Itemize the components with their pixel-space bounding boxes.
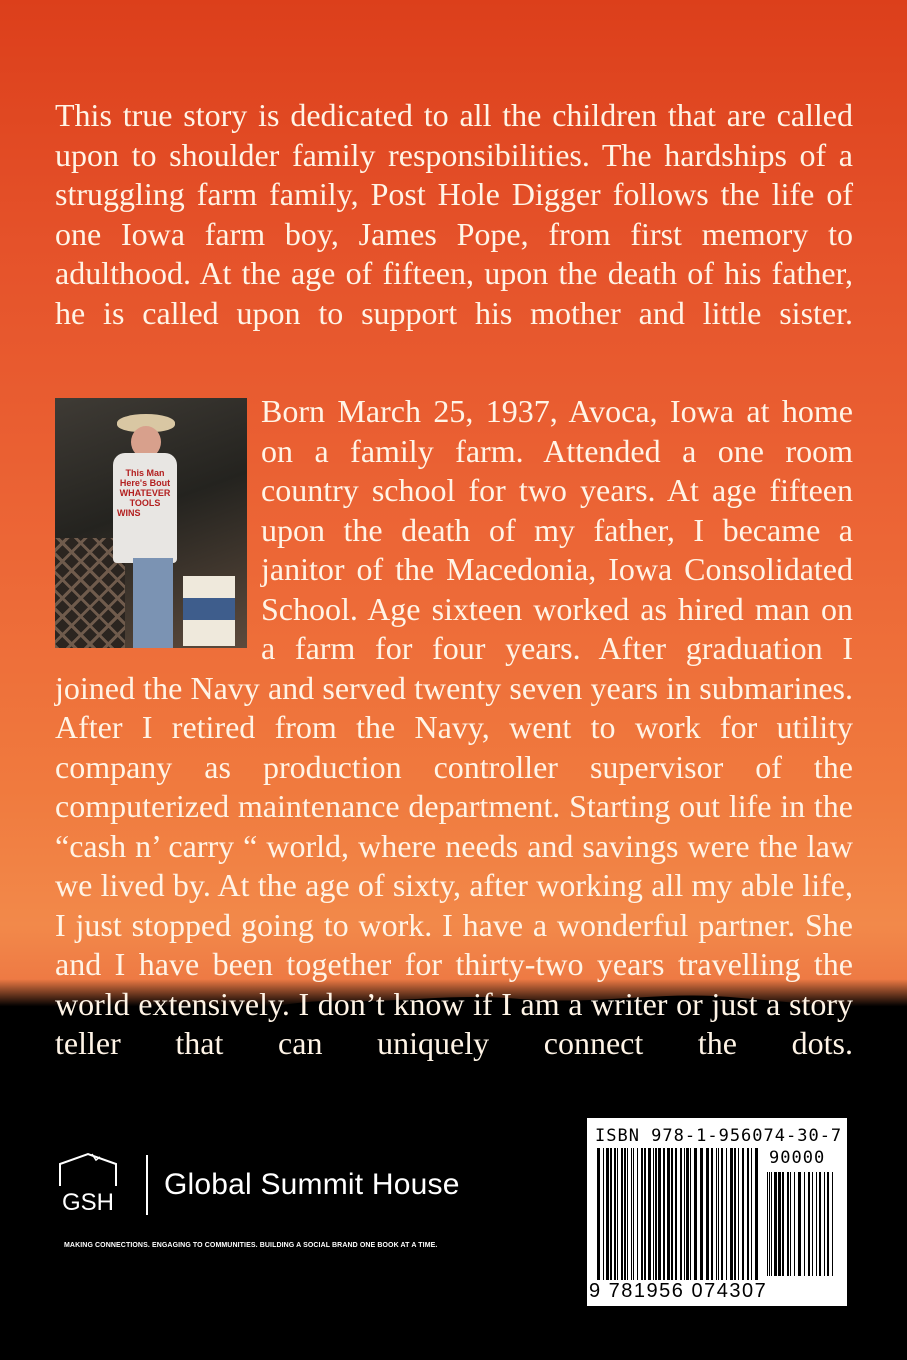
barcode-bar bbox=[771, 1172, 772, 1276]
publisher-logo bbox=[52, 1150, 460, 1220]
shirt-slogan: This Man Here's Bout WHATEVER TOOLS WINS bbox=[117, 468, 171, 518]
barcode-bar bbox=[742, 1148, 744, 1280]
barcode-bar bbox=[794, 1172, 795, 1276]
barcode-bar bbox=[667, 1148, 670, 1280]
barcode-bar bbox=[730, 1148, 733, 1280]
barcode-bar bbox=[774, 1172, 777, 1276]
book-blurb: This true story is dedicated to all the children that are called upon to shoulder family responsibilities. The hardships of a struggling farm family, Post Hole Digger follows the life of one Iowa farm boy, James Pope, from first memory to adulthood. At the age of fifteen, upon the death of his father, he is called upon to support his mother and little sister. bbox=[55, 97, 853, 331]
barcode-bar bbox=[653, 1148, 654, 1280]
barcode-bar bbox=[637, 1148, 638, 1280]
barcode-bar bbox=[747, 1148, 749, 1280]
barcode-bar bbox=[641, 1148, 643, 1280]
barcode-bar bbox=[675, 1148, 677, 1280]
ean-digits: 9 781956 074307 bbox=[589, 1280, 768, 1302]
barcode-bar bbox=[734, 1148, 736, 1280]
barcode-bar bbox=[603, 1148, 604, 1280]
barcode-bar bbox=[816, 1172, 817, 1276]
publisher-name: Global Summit House bbox=[164, 1168, 460, 1201]
barcode-bar bbox=[648, 1148, 651, 1280]
logo-initials: GSH bbox=[61, 1189, 115, 1216]
barcode-bar bbox=[624, 1148, 626, 1280]
barcode-bar bbox=[808, 1172, 810, 1276]
barcode-bar bbox=[694, 1148, 697, 1280]
publisher-tagline: MAKING CONNECTIONS. ENGAGING TO COMMUNITIES. BUILDING A SOCIAL BRAND ONE BOOK AT A TIME. bbox=[64, 1242, 438, 1249]
author-photo bbox=[55, 398, 247, 648]
author-bio-text: Born March 25, 1937, Avoca, Iowa at home on a family farm. Attended a one room country school for two years. At age fifteen upon the death of my father, I became a janitor of the Macedonia, Iowa Consolidated School. Age sixteen worked as hired man on a farm for four years. After graduation I joined the Navy and served twenty seven years in submarines. After I retired from the Navy, went to work for utility company as production controller supervisor of the computerized maintenance department. Starting out life in the “cash n’ carry “ world, where needs and savings were the law we lived by. At the age of sixty, after working all my able life, I just stopped going to work. I have a wonderful partner. She and I have been together for thirty-two years travelling the world extensively. I don’t know if I am a writer or just a story teller that can uniquely connect the dots. bbox=[55, 393, 853, 1061]
author-jeans bbox=[133, 558, 173, 648]
barcode-bar bbox=[812, 1172, 813, 1276]
barcode-bar bbox=[663, 1148, 665, 1280]
barcode-bar bbox=[804, 1172, 805, 1276]
barcode-bar bbox=[686, 1148, 689, 1280]
barcode-bar bbox=[684, 1148, 685, 1280]
manure-bag-label bbox=[183, 598, 235, 620]
barcode-bar bbox=[614, 1148, 616, 1280]
barcode-bar bbox=[606, 1148, 609, 1280]
barcode-bar bbox=[718, 1148, 719, 1280]
barcode-bar bbox=[827, 1172, 829, 1276]
barcode-bar bbox=[787, 1172, 789, 1276]
barcode-bar bbox=[680, 1148, 682, 1280]
barcode-bar bbox=[778, 1172, 781, 1276]
barcode-bar bbox=[790, 1172, 791, 1276]
barcode-bar bbox=[633, 1148, 634, 1280]
barcode-bar bbox=[690, 1148, 691, 1280]
logo-divider bbox=[146, 1155, 148, 1215]
barcode-bar bbox=[716, 1148, 717, 1280]
barcode-bar bbox=[711, 1148, 713, 1280]
barcode-bar bbox=[610, 1148, 612, 1280]
price-code: 90000 bbox=[769, 1148, 826, 1168]
isbn-barcode bbox=[587, 1118, 847, 1306]
addon-bars bbox=[767, 1172, 839, 1276]
barcode-bar bbox=[798, 1172, 801, 1276]
isbn-label: ISBN 978-1-956074-30-7 bbox=[595, 1126, 843, 1146]
barcode-bar bbox=[644, 1148, 646, 1280]
barcode-bar bbox=[782, 1172, 784, 1276]
barcode-bar bbox=[767, 1172, 768, 1276]
barcode-bar bbox=[721, 1148, 723, 1280]
barcode-bar bbox=[751, 1148, 752, 1280]
barcode-bar bbox=[617, 1148, 618, 1280]
barcode-bar bbox=[655, 1148, 657, 1280]
barcode-bar bbox=[726, 1148, 727, 1280]
barcode-bar bbox=[597, 1148, 600, 1280]
barcode-bar bbox=[700, 1148, 703, 1280]
barcode-bar bbox=[706, 1148, 709, 1280]
barcode-bar bbox=[769, 1172, 770, 1276]
gsh-house-icon bbox=[52, 1152, 124, 1218]
barcode-bar bbox=[738, 1148, 739, 1280]
barcode-bar bbox=[658, 1148, 661, 1280]
barcode-bar bbox=[755, 1148, 758, 1280]
barcode-bar bbox=[819, 1172, 821, 1276]
barcode-bar bbox=[631, 1148, 632, 1280]
barcode-bar bbox=[824, 1172, 825, 1276]
barcode-bar bbox=[671, 1148, 673, 1280]
ean-bars bbox=[597, 1148, 762, 1280]
barcode-bar bbox=[621, 1148, 623, 1280]
barcode-bar bbox=[832, 1172, 833, 1276]
author-bio-section bbox=[55, 392, 853, 1064]
barcode-bar bbox=[627, 1148, 628, 1280]
